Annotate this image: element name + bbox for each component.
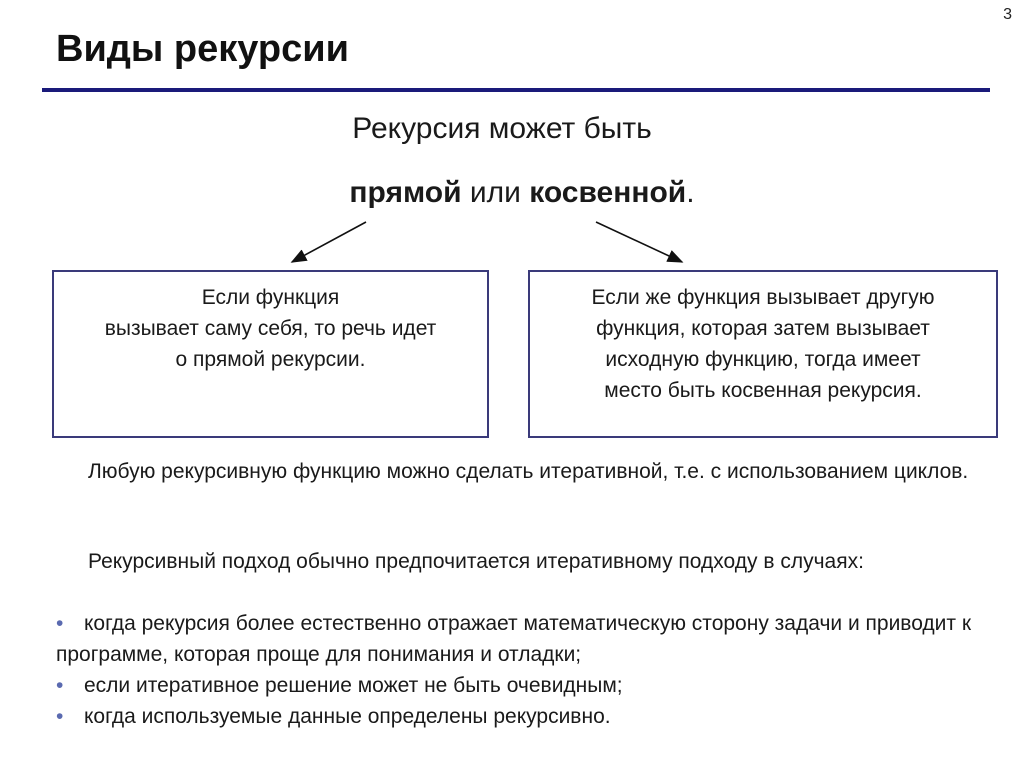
arrow-left — [292, 222, 366, 262]
list-item-text: если итеративное решение может не быть очевидным; — [84, 674, 623, 697]
slide-title: Виды рекурсии — [56, 28, 349, 70]
slide-number: 3 — [1003, 6, 1012, 23]
direct-recursion-term: прямой — [349, 176, 462, 209]
direct-recursion-box — [52, 270, 489, 438]
preference-paragraph: Рекурсивный подход обычно предпочитается итеративному подходу в случаях: — [88, 550, 864, 573]
intro-line-2 — [10, 176, 1024, 210]
indirect-recursion-box — [528, 270, 998, 438]
box-line: место быть косвенная рекурсия. — [604, 379, 922, 402]
box-line: Если же функция вызывает другую — [591, 286, 935, 309]
box-line: исходную функцию, тогда имеет — [605, 348, 921, 371]
intro-line-1: Рекурсия может быть — [352, 112, 652, 145]
iterative-paragraph: Любую рекурсивную функцию можно сделать итеративной, т.е. с использованием циклов. — [88, 460, 969, 483]
list-item — [56, 608, 990, 670]
bullet-icon: • — [56, 705, 64, 728]
bullet-icon: • — [56, 612, 64, 635]
box-line: о прямой рекурсии. — [175, 348, 366, 371]
list-item-text: когда используемые данные определены рекурсивно. — [84, 705, 611, 728]
list-item — [56, 670, 990, 701]
arrow-right — [596, 222, 682, 262]
cases-list — [56, 608, 990, 732]
box-line: функция, которая затем вызывает — [596, 317, 930, 340]
indirect-recursion-term: косвенной — [529, 176, 687, 209]
list-item-text: когда рекурсия более естественно отражает математическую сторону задачи и приводит к программе, которая проще для понимания и отладки; — [56, 612, 972, 666]
or-word: или — [461, 176, 530, 209]
list-item — [56, 701, 990, 732]
title-underline — [42, 88, 990, 92]
box-line: Если функция — [201, 286, 340, 309]
box-line: вызывает саму себя, то речь идет — [104, 317, 437, 340]
period: . — [686, 176, 695, 209]
bullet-icon: • — [56, 674, 64, 697]
